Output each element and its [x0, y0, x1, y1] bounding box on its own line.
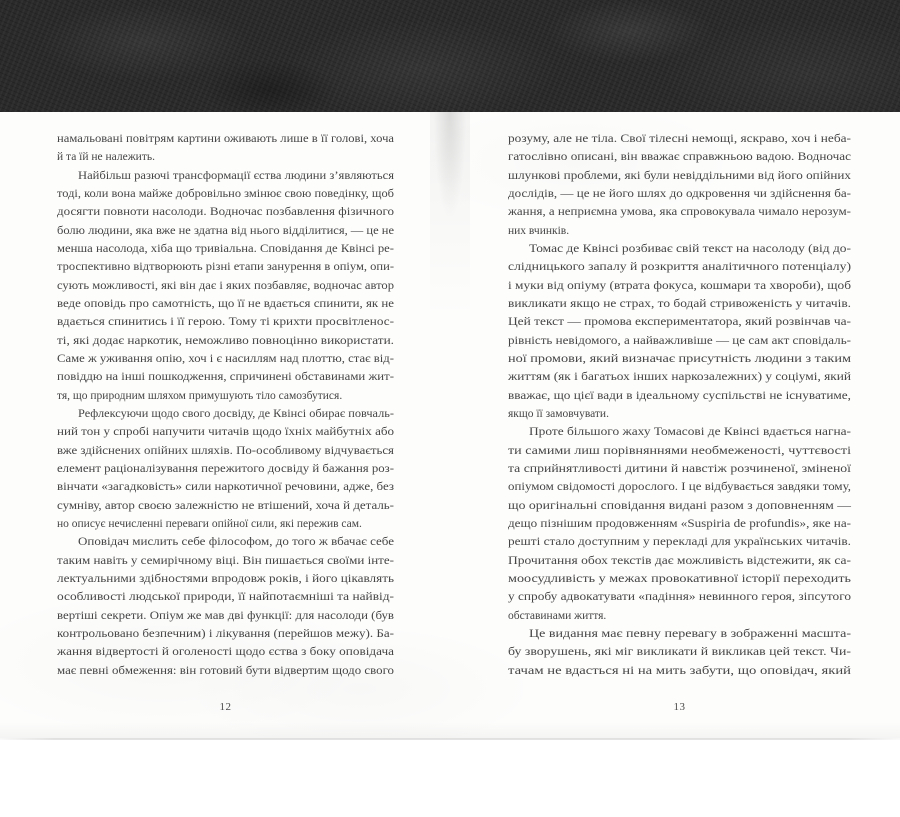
text-line: Цей текст — промова експериментатора, який розвінчав ча-: [508, 316, 851, 329]
text-line: болю людини, яка вже не здатна від нього відділитися, — це не: [57, 224, 394, 237]
background-surface: [0, 0, 900, 112]
text-line: менша насолода, хіба що тривіальна. Сповідання де Квінсі ре-: [57, 242, 394, 255]
text-line: гатослівно описані, він вважає справжньою вадою. Водночас: [508, 151, 851, 164]
text-line: опіумом свідомості дорослого. І це відбувається завдяки тому,: [508, 481, 851, 494]
text-line: тя, що природним шляхом примушують тіло самозбутися.: [57, 389, 343, 402]
page-bottom-edge: [0, 738, 900, 740]
page-bottom-shading: [0, 722, 900, 738]
text-line: веде оповідь про самотність, що її не вдається спинити, як не: [57, 297, 394, 310]
text-line: бу зворушень, які міг викликати й викликав цей текст. Чи-: [508, 646, 851, 659]
text-line: і муки від опіуму (втрата фокуса, кошмари та хвороби), щоб: [508, 279, 851, 292]
text-line: жання, а неприємна умова, яка спровокувала чимало нерозум-: [508, 206, 851, 219]
text-line: жання відвертості й оголеності щодо єства з боку оповідача: [57, 646, 394, 659]
text-line: тачам не вдасться ні на мить забути, що оповідач, який: [508, 664, 851, 677]
text-line: Оповідач мислить себе філософом, до того ж вбачає себе: [78, 536, 394, 549]
page-left-text-column: [57, 130, 394, 680]
text-line: моосудливість у межах провокативної історії переходить: [508, 572, 851, 585]
text-line: ної промови, який визначає присутність людини з таким: [508, 352, 851, 365]
text-line: намальовані повітрям картини оживають лише в її голові, хоча: [57, 133, 395, 145]
text-line: обставинами життя.: [508, 609, 607, 622]
text-line: решті стало доступним у перекладі для українських читачів.: [508, 536, 851, 549]
text-line: що оригінальні сповідання видані разом з доповненням —: [508, 499, 851, 512]
text-line: вінчати «загадковість» сили наркотичної речовини, адже, без: [57, 481, 394, 494]
text-line: тоді, коли вона майже добровільно змінює свою поведінку, щоб: [57, 187, 394, 200]
text-line: й та їй не належить.: [57, 151, 155, 164]
text-line: Томас де Квінсі розбиває свій текст на насолоду (від до-: [529, 242, 851, 255]
page-gutter-shadow: [430, 112, 470, 432]
text-line: Рефлексуючи щодо свого досвіду, де Квінсі обирає повчаль-: [78, 407, 394, 420]
text-line: досягти повноти насолоди. Водночас позбавлення фізичного: [57, 206, 394, 219]
text-line: вважає, що цієї вади в ідеальному суспільстві не існуватиме,: [508, 389, 851, 402]
text-line: сують можливості, які він дає і яких позбавляє, водночас автор: [57, 279, 394, 292]
text-line: Це видання має певну перевагу в зображенні масшта-: [529, 627, 851, 640]
text-line: має певні обмеження: він готовий бути відвертим щодо свого: [57, 664, 394, 677]
text-line: Прочитання обох текстів дає можливість відстежити, як са-: [508, 554, 851, 567]
text-line: дещо пізнішим продовженням «Suspiria de profundis», яке на-: [508, 517, 851, 530]
text-line: елемент раціоналізування пережитого досвіду й бажання роз-: [57, 462, 395, 475]
text-line: них вчинків.: [508, 224, 570, 237]
text-line: ті, які додає наркотик, неможливо повноцінно використати.: [57, 334, 394, 347]
page-number-right: 13: [673, 701, 686, 713]
page-number-left: 12: [219, 701, 232, 713]
text-line: рівність невідомого, а найважливіше — це сам акт сповідаль-: [508, 334, 851, 347]
text-line: життям (як і багатьох інших наркозалежних) у соціумі, який: [508, 371, 851, 384]
text-line: контрольовано безпечним) і лікування (перейшов межу). Ба-: [57, 627, 394, 640]
text-line: Проте більшого жаху Томасові де Квінсі вдається нагна-: [529, 426, 851, 439]
text-line: троспективно відтворюють різні етапи занурення в опіум, опи-: [57, 261, 394, 274]
text-line: особливості людської природи, її найпотаємніші та найвід-: [57, 591, 394, 604]
page-right-text-column: [508, 130, 851, 680]
text-line: повіддю на інші пошкодження, спричинені обставинами жит-: [57, 371, 394, 384]
text-line: таким навіть у семирічному віці. Він пишається своїми інте-: [57, 554, 394, 567]
text-line: Саме ж уживання опію, хоч і є насиллям над плоттю, стає від-: [57, 352, 394, 365]
text-line: шлункові проблеми, які були невіддільними від його опійних: [508, 169, 851, 182]
text-line: ти самими лиш порівняннями необмеженості, чуттєвості: [508, 444, 851, 457]
text-line: та сприйнятливості дитини й навстіж розчиненої, зміненої: [508, 462, 851, 475]
text-line: розуму, але не тіла. Свої тілесні немощі, яскраво, хоч і неба-: [508, 133, 851, 145]
text-line: якщо її замовчувати.: [508, 407, 609, 420]
text-line: вдається спинитись і її герою. Тому ті крихти просвітленос-: [57, 316, 394, 329]
text-line: Найбільш разючі трансформації єства людини з’являються: [78, 169, 394, 182]
text-line: вертіші секрети. Опіум же мав дві функції: для насолоди (був: [57, 609, 394, 622]
text-line: ний тон у спробі напучити читачів щодо їхніх майбутніх або: [57, 426, 395, 439]
text-line: вже здійснених опійних шляхів. По-особливому відчувається: [57, 444, 394, 457]
text-line: лектуальними здібностями впродовж років, і його цікавлять: [57, 572, 394, 585]
text-line: но описує нечисленні переваги опійної сили, які пережив сам.: [57, 517, 362, 530]
text-line: викликати якщо не страх, то бодай стривоженість у читачів.: [508, 297, 851, 310]
text-line: сумніву, автор своєю залежністю не втішений, хоча й деталь-: [57, 499, 394, 512]
text-line: дослідів, — це не його шлях до одкровення чи здійснення ба-: [508, 187, 851, 200]
text-line: слідницького запалу й розкриття аналітичного потенціалу): [508, 261, 851, 274]
text-line: у спробу адвокатувати «падіння» невинного героя, зіпсутого: [508, 591, 851, 604]
